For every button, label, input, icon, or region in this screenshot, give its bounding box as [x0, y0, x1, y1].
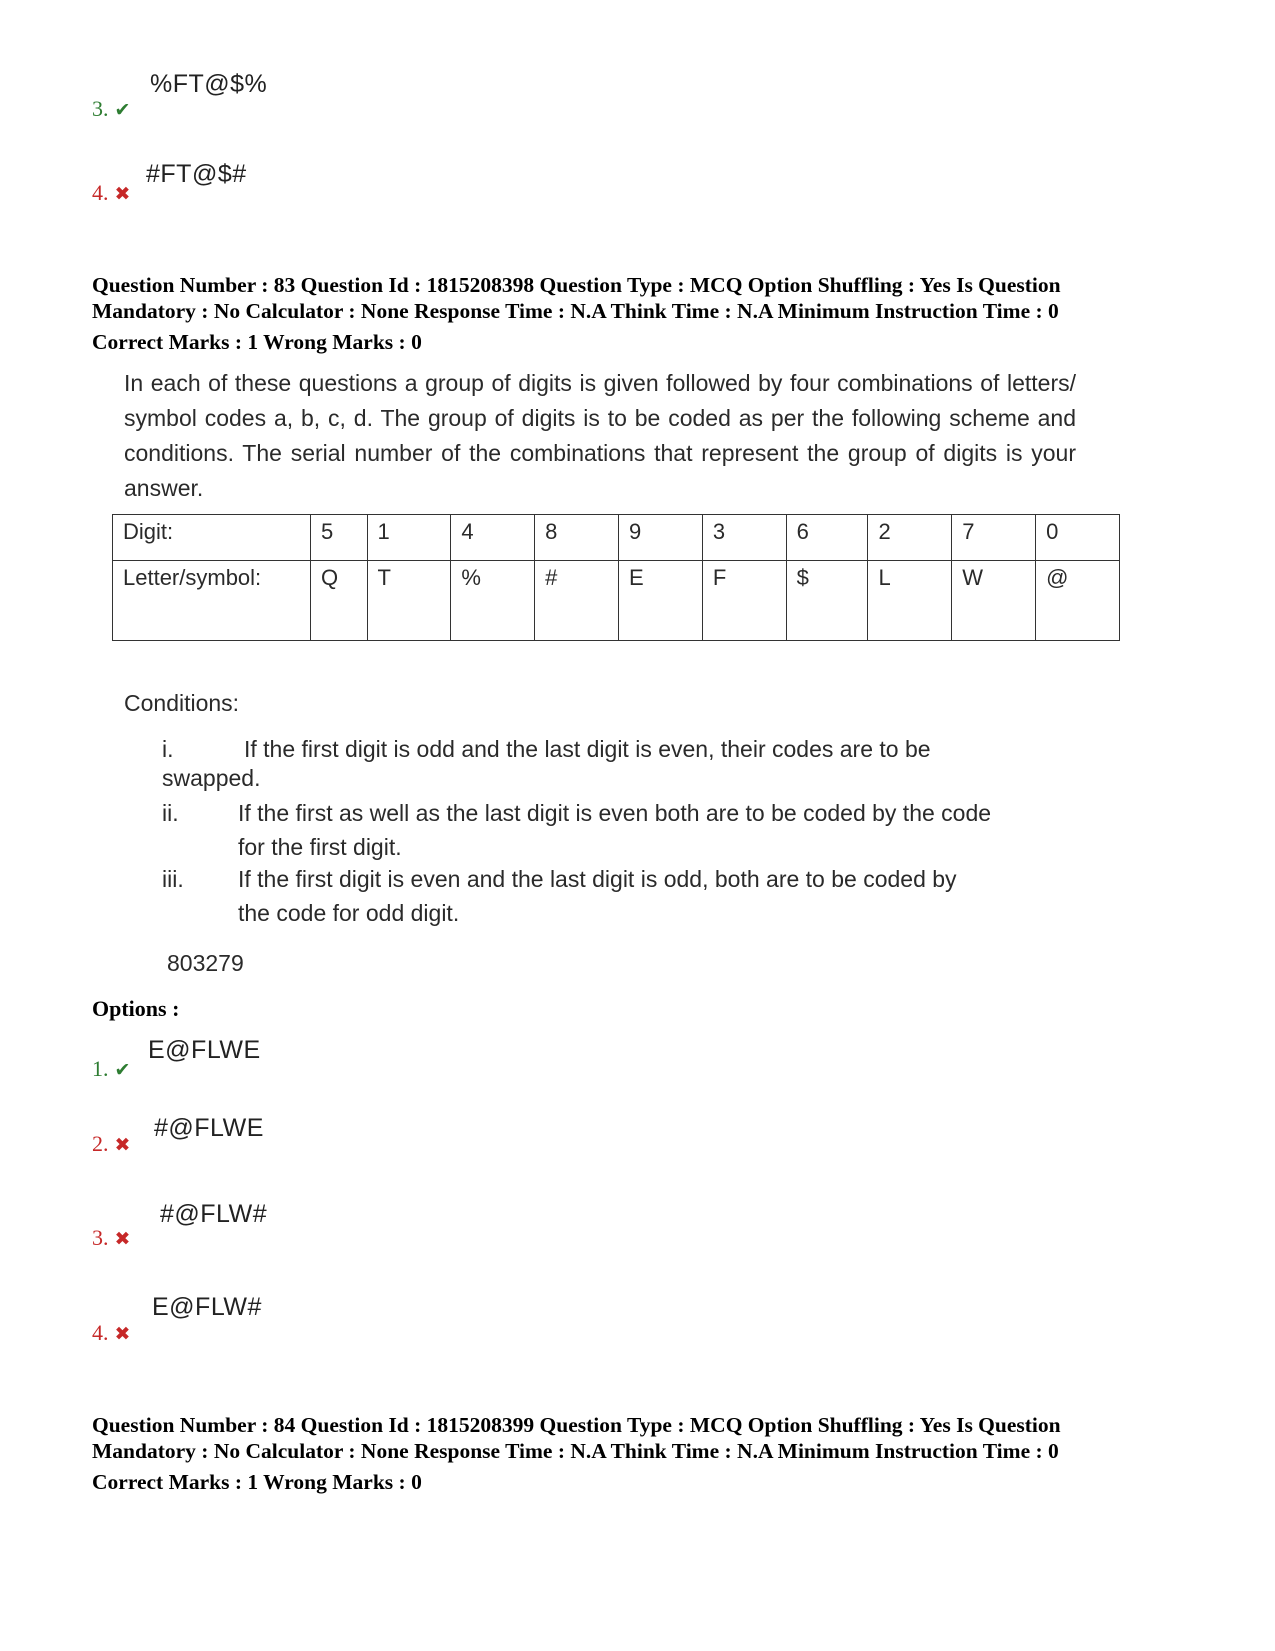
- digit-cell: 7: [952, 515, 1036, 561]
- digit-cell: 3: [702, 515, 786, 561]
- q84-meta-line2: Mandatory : No Calculator : None Response Time : N.A Think Time : N.A Minimum Instruction Time : 0: [92, 1439, 1059, 1463]
- condition-3-text: If the first digit is even and the last digit is odd, both are to be coded by: [238, 866, 957, 892]
- option-3-number: 3.: [92, 1225, 109, 1250]
- digit-cell: 0: [1036, 515, 1120, 561]
- prev-option-4-text: #FT@$#: [146, 160, 247, 188]
- q83-meta-line2: Mandatory : No Calculator : None Response Time : N.A Think Time : N.A Minimum Instruction Time : 0: [92, 299, 1059, 323]
- check-icon: ✔: [114, 100, 131, 121]
- code-cell: W: [952, 561, 1036, 641]
- q84-meta-line1: Question Number : 84 Question Id : 1815208399 Question Type : MCQ Option Shuffling : Yes Is Question: [92, 1413, 1061, 1437]
- prev-option-4: [92, 180, 130, 206]
- code-cell: $: [786, 561, 868, 641]
- q83-meta-line1: Question Number : 83 Question Id : 1815208398 Question Type : MCQ Option Shuffling : Yes Is Question: [92, 273, 1061, 297]
- q84-meta: [92, 1412, 1152, 1495]
- code-label: Letter/symbol:: [113, 561, 311, 641]
- option-1: [92, 1056, 130, 1082]
- q84-marks: Correct Marks : 1 Wrong Marks : 0: [92, 1470, 422, 1494]
- digit-cell: 1: [367, 515, 451, 561]
- condition-3-num: iii.: [162, 866, 184, 892]
- cross-icon: ✖: [114, 1229, 131, 1250]
- condition-1: [162, 732, 1062, 795]
- code-cell: @: [1036, 561, 1120, 641]
- condition-1-num: i.: [162, 736, 174, 762]
- digit-cell: 5: [310, 515, 367, 561]
- code-cell: #: [535, 561, 619, 641]
- q83-question-text: In each of these questions a group of digits is given followed by four combinations of letters/ symbol codes a, b, c, d. The group of digits is to be coded as per the following scheme and conditions. The serial number of the combinations that represent the group of digits is your answer.: [124, 370, 1076, 501]
- code-cell: E: [618, 561, 702, 641]
- condition-3: [162, 862, 1062, 930]
- cross-icon: ✖: [114, 1135, 131, 1156]
- option-1-text: E@FLWE: [148, 1036, 261, 1064]
- option-3-text: #@FLW#: [160, 1200, 268, 1228]
- condition-2-num: ii.: [162, 800, 179, 826]
- q83-marks: Correct Marks : 1 Wrong Marks : 0: [92, 330, 422, 354]
- cross-icon: ✖: [114, 184, 131, 205]
- option-2-text: #@FLWE: [154, 1114, 264, 1142]
- options-label: Options :: [92, 996, 180, 1021]
- option-4: [92, 1320, 130, 1346]
- option-2: [92, 1131, 130, 1157]
- option-3: [92, 1225, 130, 1251]
- code-table: [112, 514, 1120, 641]
- digit-cell: 9: [618, 515, 702, 561]
- code-cell: Q: [310, 561, 367, 641]
- prev-option-4-number: 4.: [92, 180, 109, 205]
- digit-row: [113, 515, 1120, 561]
- prev-option-3: [92, 96, 130, 122]
- condition-2-text: If the first as well as the last digit is even both are to be coded by the code: [238, 800, 992, 826]
- condition-2-cont: for the first digit.: [238, 834, 402, 860]
- q83-meta: [92, 272, 1152, 355]
- code-row: [113, 561, 1120, 641]
- code-cell: %: [451, 561, 535, 641]
- code-cell: F: [702, 561, 786, 641]
- code-cell: T: [367, 561, 451, 641]
- digit-cell: 8: [535, 515, 619, 561]
- condition-1-cont: swapped.: [162, 765, 261, 791]
- digit-cell: 6: [786, 515, 868, 561]
- condition-3-cont: the code for odd digit.: [238, 900, 460, 926]
- digit-label: Digit:: [113, 515, 311, 561]
- condition-2: [162, 796, 1082, 864]
- code-cell: L: [868, 561, 952, 641]
- prev-option-3-number: 3.: [92, 96, 109, 121]
- condition-1-text: If the first digit is odd and the last digit is even, their codes are to be: [244, 736, 931, 762]
- digit-cell: 2: [868, 515, 952, 561]
- digit-cell: 4: [451, 515, 535, 561]
- option-4-number: 4.: [92, 1320, 109, 1345]
- conditions-title: Conditions:: [124, 690, 240, 716]
- prev-option-3-text: %FT@$%: [150, 70, 268, 98]
- option-2-number: 2.: [92, 1131, 109, 1156]
- option-4-text: E@FLW#: [152, 1293, 262, 1321]
- check-icon: ✔: [114, 1060, 131, 1081]
- digit-group: 803279: [167, 950, 244, 976]
- cross-icon: ✖: [114, 1324, 131, 1345]
- option-1-number: 1.: [92, 1056, 109, 1081]
